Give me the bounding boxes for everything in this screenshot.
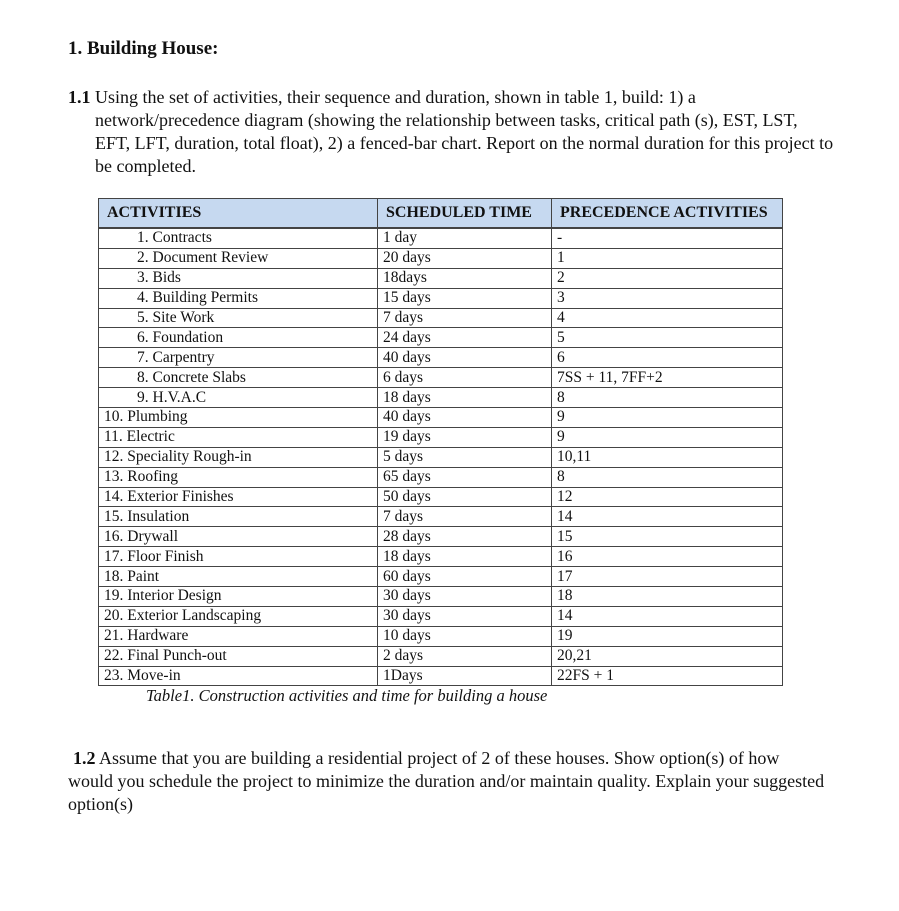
table-row <box>99 606 783 626</box>
time-cell: 2 days <box>378 646 552 666</box>
precedence-cell: 8 <box>552 388 783 408</box>
time-cell: 7 days <box>378 507 552 527</box>
time-cell: 1 day <box>378 228 552 248</box>
precedence-cell: 9 <box>552 427 783 447</box>
question-number: 1.1 <box>68 87 91 107</box>
table-row <box>99 447 783 467</box>
question-1-2 <box>68 747 828 816</box>
time-cell: 19 days <box>378 427 552 447</box>
table-row <box>99 547 783 567</box>
header-precedence: PRECEDENCE ACTIVITIES <box>552 199 783 229</box>
table-row <box>99 587 783 607</box>
time-cell: 18 days <box>378 547 552 567</box>
activity-cell: 21. Hardware <box>99 626 378 646</box>
table-row <box>99 268 783 288</box>
precedence-cell: 3 <box>552 288 783 308</box>
table-row <box>99 527 783 547</box>
section-heading: 1. Building House: <box>68 38 219 59</box>
time-cell: 5 days <box>378 447 552 467</box>
table-row <box>99 507 783 527</box>
precedence-cell: 9 <box>552 408 783 428</box>
question-number: 1.2 <box>73 748 96 768</box>
time-cell: 30 days <box>378 606 552 626</box>
time-cell: 7 days <box>378 308 552 328</box>
time-cell: 40 days <box>378 348 552 368</box>
precedence-cell: 20,21 <box>552 646 783 666</box>
activity-cell: 6. Foundation <box>99 328 378 348</box>
activity-cell: 11. Electric <box>99 427 378 447</box>
table-row <box>99 288 783 308</box>
table-caption: Table1. Construction activities and time for building a house <box>146 686 548 705</box>
activity-cell: 16. Drywall <box>99 527 378 547</box>
precedence-cell: 14 <box>552 606 783 626</box>
table-row <box>99 308 783 328</box>
table-row <box>99 567 783 587</box>
time-cell: 24 days <box>378 328 552 348</box>
time-cell: 15 days <box>378 288 552 308</box>
precedence-cell: 2 <box>552 268 783 288</box>
table-row <box>99 348 783 368</box>
precedence-cell: 8 <box>552 467 783 487</box>
precedence-cell: 16 <box>552 547 783 567</box>
time-cell: 18days <box>378 268 552 288</box>
question-text: Assume that you are building a residential project of 2 of these houses. Show option(s) of how would you schedule the project to minimize the duration and/or maintain quality. Explain your suggested option(s) <box>68 748 825 814</box>
time-cell: 18 days <box>378 388 552 408</box>
time-cell: 30 days <box>378 587 552 607</box>
table-header-row <box>99 199 783 229</box>
time-cell: 40 days <box>378 408 552 428</box>
table-row <box>99 666 783 686</box>
table-row <box>99 427 783 447</box>
header-scheduled-time: SCHEDULED TIME <box>378 199 552 229</box>
activity-cell: 23. Move-in <box>99 666 378 686</box>
activity-cell: 20. Exterior Landscaping <box>99 606 378 626</box>
activity-cell: 10. Plumbing <box>99 408 378 428</box>
activity-cell: 19. Interior Design <box>99 587 378 607</box>
activity-cell: 2. Document Review <box>99 248 378 268</box>
table-row <box>99 248 783 268</box>
precedence-cell: 22FS + 1 <box>552 666 783 686</box>
table-row <box>99 368 783 388</box>
table-row <box>99 408 783 428</box>
activity-cell: 1. Contracts <box>99 228 378 248</box>
precedence-cell: 4 <box>552 308 783 328</box>
precedence-cell: 14 <box>552 507 783 527</box>
question-text: Using the set of activities, their sequence and duration, shown in table 1, build: 1) a network/precedence diagram (showing the relationship between tasks, critical path (s), EST, LST, EFT, LFT, duration, total float), 2) a fenced-bar chart. Report on the normal duration for this project to be completed. <box>90 87 834 176</box>
table-row <box>99 487 783 507</box>
activity-cell: 18. Paint <box>99 567 378 587</box>
activity-cell: 17. Floor Finish <box>99 547 378 567</box>
table-body <box>99 228 783 686</box>
precedence-cell: 15 <box>552 527 783 547</box>
activity-cell: 4. Building Permits <box>99 288 378 308</box>
time-cell: 20 days <box>378 248 552 268</box>
precedence-cell: 17 <box>552 567 783 587</box>
precedence-cell: - <box>552 228 783 248</box>
activity-cell: 13. Roofing <box>99 467 378 487</box>
precedence-cell: 18 <box>552 587 783 607</box>
activity-cell: 8. Concrete Slabs <box>99 368 378 388</box>
activity-cell: 9. H.V.A.C <box>99 388 378 408</box>
time-cell: 65 days <box>378 467 552 487</box>
precedence-cell: 7SS + 11, 7FF+2 <box>552 368 783 388</box>
activity-cell: 22. Final Punch-out <box>99 646 378 666</box>
table-row <box>99 467 783 487</box>
time-cell: 28 days <box>378 527 552 547</box>
time-cell: 1Days <box>378 666 552 686</box>
activities-table <box>98 198 783 686</box>
time-cell: 6 days <box>378 368 552 388</box>
precedence-cell: 1 <box>552 248 783 268</box>
time-cell: 60 days <box>378 567 552 587</box>
activity-cell: 12. Speciality Rough-in <box>99 447 378 467</box>
time-cell: 50 days <box>378 487 552 507</box>
activity-cell: 7. Carpentry <box>99 348 378 368</box>
activity-cell: 3. Bids <box>99 268 378 288</box>
time-cell: 10 days <box>378 626 552 646</box>
activity-cell: 15. Insulation <box>99 507 378 527</box>
precedence-cell: 12 <box>552 487 783 507</box>
table-row <box>99 328 783 348</box>
table-row <box>99 228 783 248</box>
precedence-cell: 5 <box>552 328 783 348</box>
question-1-1 <box>68 86 835 178</box>
header-activities: ACTIVITIES <box>99 199 378 229</box>
precedence-cell: 19 <box>552 626 783 646</box>
table-row <box>99 388 783 408</box>
precedence-cell: 10,11 <box>552 447 783 467</box>
table-row <box>99 646 783 666</box>
activity-cell: 5. Site Work <box>99 308 378 328</box>
activity-cell: 14. Exterior Finishes <box>99 487 378 507</box>
precedence-cell: 6 <box>552 348 783 368</box>
table-row <box>99 626 783 646</box>
